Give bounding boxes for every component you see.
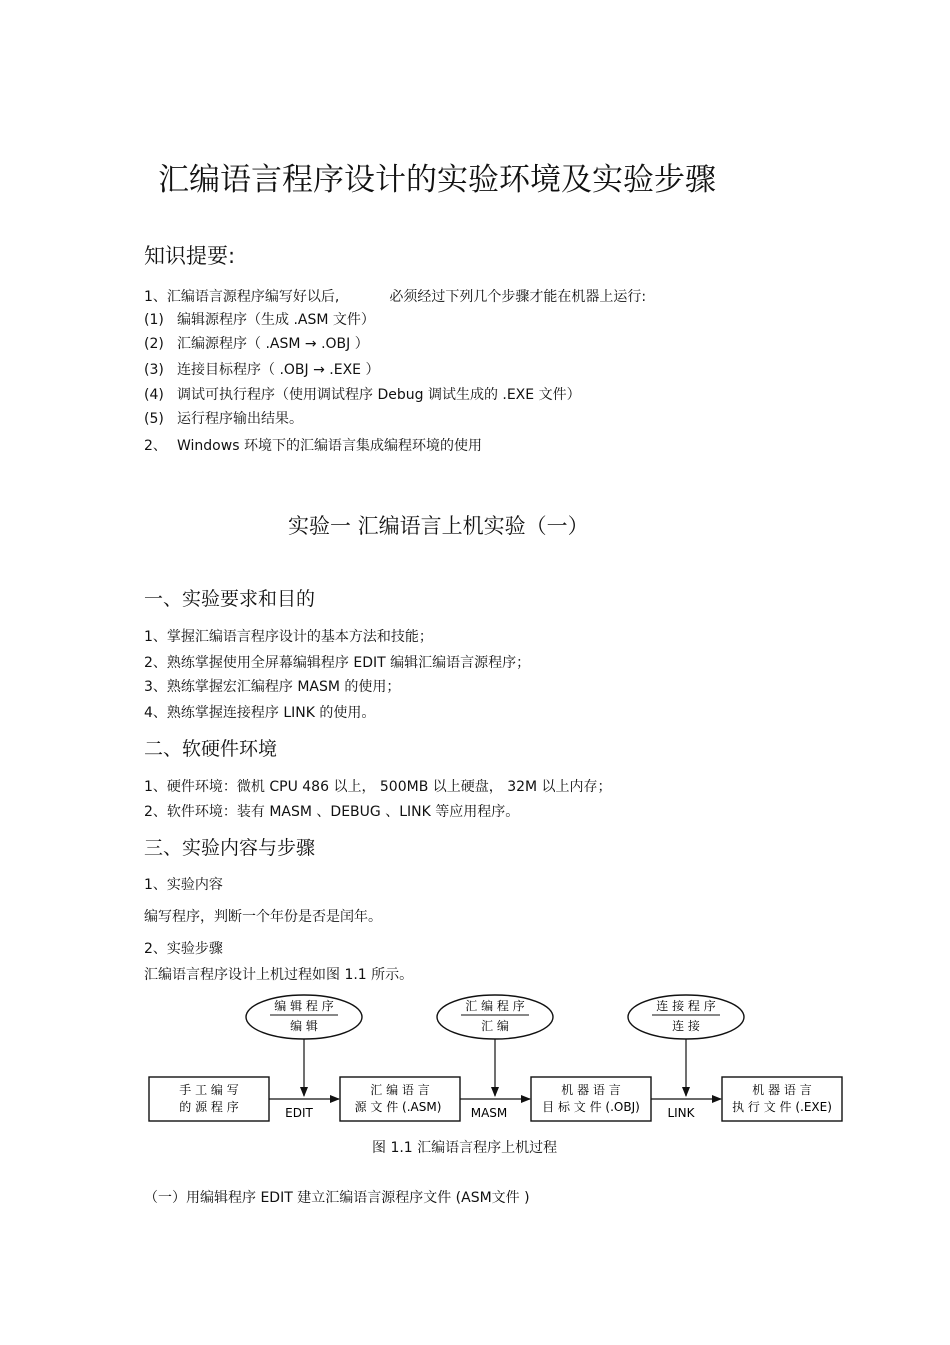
- step-text: 运行程序输出结果。: [177, 411, 303, 427]
- list-item: 2、熟练掌握使用全屏幕编辑程序 EDIT 编辑汇编语言源程序；: [144, 655, 531, 671]
- figure-caption: 图 1.1 汇编语言程序上机过程: [372, 1140, 558, 1156]
- list-item: 1、硬件环境：微机 CPU 486 以上， 500MB 以上硬盘， 32M 以上内存；: [144, 779, 612, 795]
- section-heading: 三、实验内容与步骤: [144, 837, 316, 859]
- content-text: 编写程序，判断一个年份是否是闰年。: [144, 909, 382, 925]
- box-exe-file: [722, 1077, 842, 1121]
- section-heading: 二、软硬件环境: [144, 738, 278, 760]
- list-item: 1、掌握汇编语言程序设计的基本方法和技能；: [144, 629, 433, 645]
- step-text: 连接目标程序（ .OBJ → .EXE ）: [177, 362, 380, 378]
- ellipse-top-label: 编 辑 程 序: [274, 999, 334, 1013]
- ellipse-top-label: 连 接 程 序: [656, 999, 716, 1013]
- box-line-1: 机 器 语 言: [561, 1083, 621, 1097]
- step-number: (4): [144, 387, 164, 403]
- list-item: 4、熟练掌握连接程序 LINK 的使用。: [144, 705, 376, 721]
- item-text: Windows 环境下的汇编语言集成编程环境的使用: [177, 438, 482, 454]
- box-line-1: 手 工 编 写: [179, 1083, 239, 1097]
- ellipse-bottom-label: 连 接: [672, 1019, 700, 1033]
- step-text: 汇编源程序（ .ASM → .OBJ ）: [177, 336, 369, 352]
- box-line-2: 目 标 文 件 (.OBJ): [542, 1100, 640, 1114]
- ellipse-linker: [628, 995, 744, 1039]
- box-line-1: 汇 编 语 言: [370, 1083, 430, 1097]
- ellipse-bottom-label: 编 辑: [290, 1019, 318, 1033]
- box-asm-source: [340, 1077, 460, 1121]
- arrow-label-link: LINK: [667, 1106, 695, 1120]
- steps-text: 汇编语言程序设计上机过程如图 1.1 所示。: [144, 967, 414, 983]
- section-heading: 一、实验要求和目的: [144, 588, 316, 610]
- list-item: 2、软件环境：装有 MASM 、DEBUG 、LINK 等应用程序。: [144, 804, 520, 820]
- content-label: 1、实验内容: [144, 877, 223, 893]
- item-number: 2、: [144, 438, 167, 454]
- ellipse-assembler: [437, 995, 553, 1039]
- step-number: (2): [144, 336, 164, 352]
- arrow-label-masm: MASM: [470, 1106, 508, 1120]
- intro-part-a: 1、汇编语言源程序编写好以后,: [144, 289, 340, 305]
- box-line-2: 的 源 程 序: [179, 1100, 239, 1114]
- step-text: 编辑源程序（生成 .ASM 文件）: [177, 312, 375, 328]
- ellipse-bottom-label: 汇 编: [481, 1019, 509, 1033]
- ellipse-edit-program: [246, 995, 362, 1039]
- intro-part-b: 必须经过下列几个步骤才能在机器上运行:: [389, 289, 647, 305]
- box-line-2: 源 文 件 (.ASM): [354, 1100, 442, 1114]
- step-number: (1): [144, 312, 164, 328]
- ellipse-top-label: 汇 编 程 序: [465, 999, 525, 1013]
- step-number: (3): [144, 362, 164, 378]
- knowledge-heading: 知识提要:: [144, 244, 236, 268]
- experiment-title: 实验一 汇编语言上机实验（一）: [288, 514, 589, 538]
- arrow-label-edit: EDIT: [285, 1106, 313, 1120]
- box-obj-file: [531, 1077, 651, 1121]
- subsection-line: （一）用编辑程序 EDIT 建立汇编语言源程序文件 (ASM文件 ): [144, 1190, 530, 1206]
- steps-label: 2、实验步骤: [144, 941, 223, 957]
- list-item: 3、熟练掌握宏汇编程序 MASM 的使用；: [144, 679, 401, 695]
- step-number: (5): [144, 411, 164, 427]
- box-line-1: 机 器 语 言: [752, 1083, 812, 1097]
- page-title: 汇编语言程序设计的实验环境及实验步骤: [158, 162, 716, 198]
- box-line-2: 执 行 文 件 (.EXE): [732, 1100, 832, 1114]
- step-text: 调试可执行程序（使用调试程序 Debug 调试生成的 .EXE 文件）: [177, 387, 581, 403]
- box-handwritten-source: [149, 1077, 269, 1121]
